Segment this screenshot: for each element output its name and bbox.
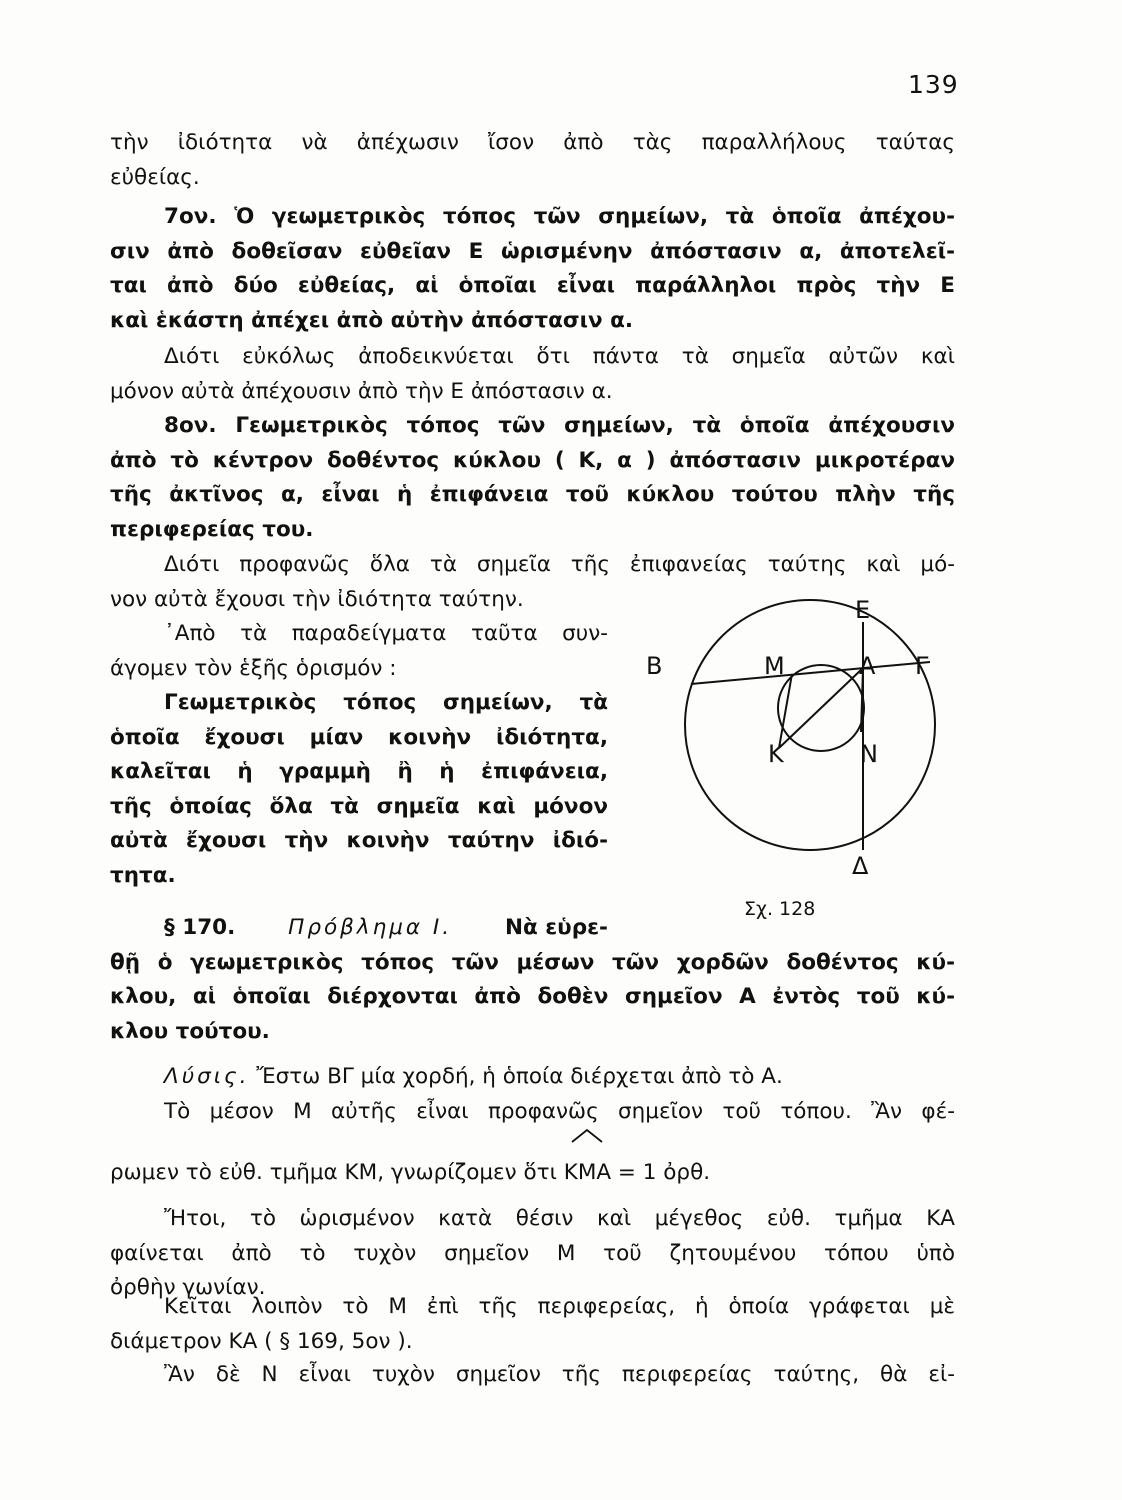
text-line: 7ον. Ὁ γεωμετρικὸς τόπος τῶν σημείων, τὰ ὁποῖα ἀπέχου- <box>164 204 955 229</box>
solution-label: Λύσις. <box>164 1064 250 1089</box>
text-line: άγομεν τὸν ἑξῆς ὁρισμόν : <box>110 655 397 681</box>
text-line: Διότι εὐκόλως ἀποδεικνύεται ὅτι πάντα τὰ σημεῖα αὐτῶν καὶ <box>164 344 955 369</box>
section-number: § 170. <box>164 915 236 940</box>
label-g: Γ <box>915 652 929 680</box>
label-n: Ν <box>860 740 878 768</box>
text-line: καὶ ἑκάστη ἀπέχει ἀπὸ αὐτὴν ἀπόστασιν α. <box>110 307 634 333</box>
figure-drawing <box>640 590 960 930</box>
text-line: διάμετρον ΚΑ ( § 169, 5ον ). <box>110 1328 413 1354</box>
paragraph-8th-locus <box>110 409 955 547</box>
text-line: τῆς ἀκτῖνος α, εἶναι ἡ ἐπιφάνεια τοῦ κύκλου τούτου πλὴν τῆς <box>110 482 955 507</box>
text-line <box>110 1060 955 1095</box>
text-line: ἀπὸ τὸ κέντρον δοθέντος κύκλου ( Κ, α ) ἀπόστασιν μικροτέραν <box>110 447 955 473</box>
text-line: ται ἀπὸ δύο εὐθείας, αἱ ὁποῖαι εἶναι παράλληλοι πρὸς τὴν Ε <box>110 273 955 298</box>
solution <box>110 1060 955 1191</box>
geometry-figure <box>640 590 960 930</box>
paragraph-7th-locus <box>110 200 955 338</box>
text-line: ὁποῖα ἔχουσι μίαν κοινὴν ἰδιότητα, <box>110 724 608 750</box>
text-line: ᾿Απὸ τὰ παραδείγματα ταῦτα συν- <box>164 621 608 646</box>
paragraph-1 <box>110 126 955 195</box>
text-line: Διότι προφανῶς ὅλα τὰ σημεῖα τῆς ἐπιφανείας ταύτης καὶ μό- <box>164 552 955 577</box>
text-line: μόνον αὐτὰ ἀπέχουσιν ἀπὸ τὴν Ε ἀπόστασιν α. <box>110 378 613 404</box>
text-line: καλεῖται ἡ γραμμὴ ἢ ἡ ἐπιφάνεια, <box>110 759 608 784</box>
section-170 <box>110 911 955 1049</box>
text-line: ρωμεν τὸ εὐθ. τμῆμα ΚΜ, γνωρίζομεν ὅτι ΚΜΑ = 1 ὀρθ. <box>110 1160 711 1185</box>
label-e: Ε <box>855 596 871 624</box>
text-line: θῇ ὁ γεωμετρικὸς τόπος τῶν μέσων τῶν χορδῶν δοθέντος κύ- <box>110 949 955 975</box>
label-d: Δ <box>852 852 869 880</box>
text-line: Γεωμετρικὸς τόπος σημείων, τὰ <box>164 690 608 715</box>
paragraph-proof-7 <box>110 340 955 409</box>
text-line: τὴν ἰδιότητα νὰ ἀπέχωσιν ἴσον ἀπὸ τὰς παραλλήλους ταύτας <box>110 130 955 155</box>
text-line: νον αὐτὰ ἔχουσι τὴν ἰδιότητα ταύτην. <box>110 586 524 612</box>
text-line: κλου τούτου. <box>110 1018 270 1044</box>
text-line: φαίνεται ἀπὸ τὸ τυχὸν σημεῖον Μ τοῦ ζητουμένου τόπου ὑπὸ <box>110 1240 955 1266</box>
text-line: 8ον. Γεωμετρικὸς τόπος τῶν σημείων, τὰ ὁποῖα ἀπέχουσιν <box>164 413 955 438</box>
page-number: 139 <box>908 70 959 99</box>
text-line: Ἤτοι, τὸ ὡρισμένον κατὰ θέσιν καὶ μέγεθος εὐθ. τμῆμα ΚΑ <box>164 1206 955 1231</box>
text-line <box>110 911 608 946</box>
text-line: κλου, αἱ ὁποῖαι διέρχονται ἀπὸ δοθὲν σημεῖον Α ἐντὸς τοῦ κύ- <box>110 984 955 1009</box>
paragraph-intro-definition <box>110 617 608 686</box>
outer-circle <box>685 596 935 850</box>
text-line: ὀρθὴν γωνίαν. <box>110 1275 266 1300</box>
label-m: Μ <box>764 652 785 680</box>
text-line: τητα. <box>110 862 176 888</box>
paragraph-10 <box>110 1358 955 1393</box>
solution-text: Ἔστω ΒΓ μία χορδή, ἡ ὁποία διέρχεται ἀπὸ τὸ Α. <box>256 1064 783 1089</box>
text-line: Κεῖται λοιπὸν τὸ Μ ἐπὶ τῆς περιφερείας, ἡ ὁποία γράφεται μὲ <box>164 1294 955 1319</box>
text-line: Τὸ μέσον Μ αὐτῆς εἶναι προφανῶς σημεῖον τοῦ τόπου. Ἂν φέ- <box>164 1098 955 1124</box>
figure-caption: Σχ. 128 <box>744 898 816 920</box>
section-title-start: Νὰ εὑρε- <box>504 915 608 940</box>
angle-hat-mark <box>570 1126 604 1144</box>
paragraph-definition <box>110 686 608 893</box>
text-line: σιν ἀπὸ δοθεῖσαν εὐθεῖαν Ε ὡρισμένην ἀπόστασιν α, ἀποτελεῖ- <box>110 238 955 264</box>
section-label: Πρόβλημα Ι. <box>288 915 453 940</box>
label-a: Α <box>859 652 876 680</box>
text-line: Ἂν δὲ Ν εἶναι τυχὸν σημεῖον τῆς περιφερείας ταύτης, θὰ εἰ- <box>164 1362 955 1387</box>
paragraph-9 <box>110 1290 955 1359</box>
text-line: τῆς ὁποίας ὅλα τὰ σημεῖα καὶ μόνον <box>110 793 608 819</box>
text-line: αὐτὰ ἔχουσι τὴν κοινὴν ταύτην ἰδιό- <box>110 828 608 853</box>
text-line: περιφερείας του. <box>110 516 314 542</box>
label-k: Κ <box>768 740 784 768</box>
label-b: Β <box>646 652 663 680</box>
text-line: εὐθείας. <box>110 164 200 190</box>
